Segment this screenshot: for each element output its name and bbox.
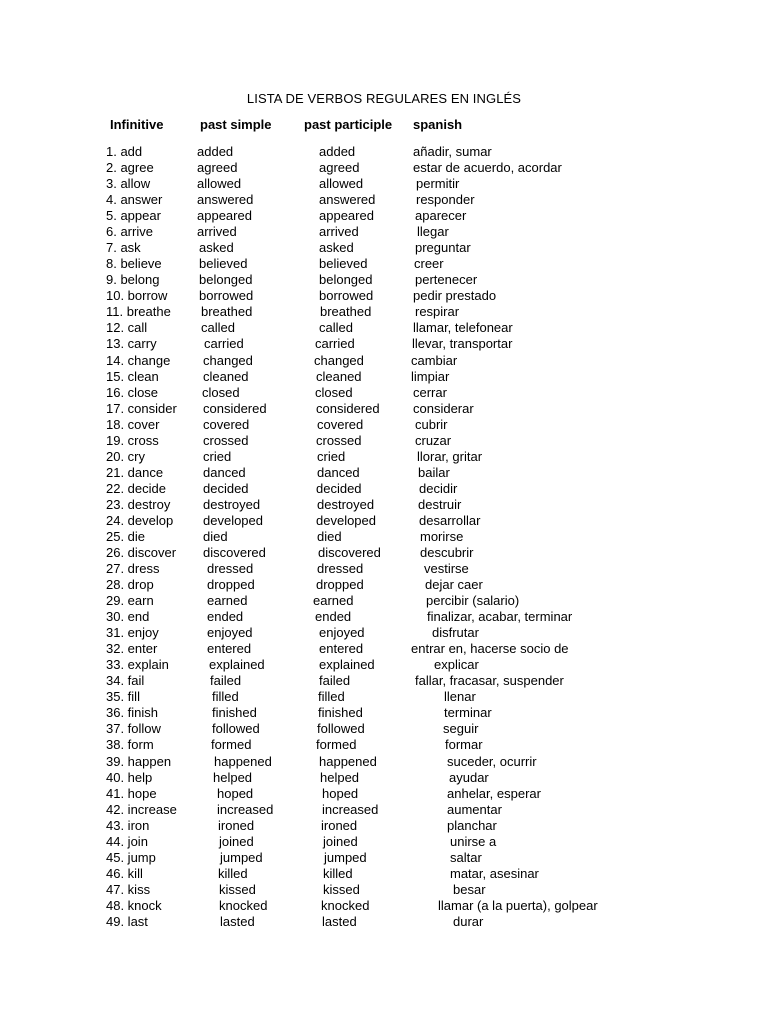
past-simple-cell: formed: [211, 737, 252, 752]
header-infinitive: Infinitive: [110, 117, 164, 132]
spanish-cell: durar: [453, 914, 484, 929]
spanish-cell: destruir: [418, 497, 462, 512]
spanish-cell: terminar: [444, 705, 492, 720]
past-simple-cell: ironed: [218, 818, 255, 833]
past-participle-cell: cleaned: [316, 369, 362, 384]
past-participle-cell: failed: [319, 673, 351, 688]
past-simple-cell: dropped: [207, 577, 255, 592]
spanish-cell: besar: [453, 882, 486, 897]
past-simple-cell: destroyed: [203, 497, 261, 512]
past-participle-cell: happened: [319, 754, 377, 769]
infinitive-cell: 40. help: [106, 770, 153, 785]
past-participle-cell: agreed: [319, 160, 360, 175]
past-simple-cell: dressed: [207, 561, 254, 576]
past-simple-cell: discovered: [203, 545, 266, 560]
spanish-cell: aumentar: [447, 802, 502, 817]
past-simple-cell: allowed: [197, 176, 242, 191]
spanish-cell: anhelar, esperar: [447, 786, 541, 801]
past-participle-cell: asked: [319, 240, 354, 255]
infinitive-cell: 26. discover: [106, 545, 177, 560]
infinitive-cell: 41. hope: [106, 786, 157, 801]
past-participle-cell: ended: [315, 609, 352, 624]
infinitive-cell: 29. earn: [106, 593, 154, 608]
infinitive-cell: 48. knock: [106, 898, 162, 913]
spanish-cell: suceder, ocurrir: [447, 754, 537, 769]
spanish-cell: añadir, sumar: [413, 144, 492, 159]
infinitive-cell: 39. happen: [106, 754, 172, 769]
infinitive-cell: 4. answer: [106, 192, 163, 207]
past-participle-cell: ironed: [321, 818, 358, 833]
infinitive-cell: 11. breathe: [106, 304, 171, 319]
past-simple-cell: covered: [203, 417, 250, 432]
past-participle-cell: closed: [315, 385, 353, 400]
infinitive-cell: 38. form: [106, 737, 154, 752]
past-simple-cell: appeared: [197, 208, 252, 223]
infinitive-cell: 49. last: [106, 914, 148, 929]
spanish-cell: entrar en, hacerse socio de: [411, 641, 569, 656]
infinitive-cell: 44. join: [106, 834, 148, 849]
spanish-cell: estar de acuerdo, acordar: [413, 160, 562, 175]
infinitive-cell: 32. enter: [106, 641, 158, 656]
infinitive-cell: 45. jump: [106, 850, 156, 865]
past-participle-cell: killed: [323, 866, 353, 881]
past-participle-cell: jumped: [324, 850, 367, 865]
past-participle-cell: borrowed: [319, 288, 374, 303]
past-simple-cell: kissed: [219, 882, 256, 897]
past-participle-cell: crossed: [316, 433, 362, 448]
spanish-cell: cubrir: [415, 417, 448, 432]
past-simple-cell: followed: [212, 721, 260, 736]
spanish-cell: desarrollar: [419, 513, 481, 528]
spanish-cell: preguntar: [415, 240, 471, 255]
past-simple-cell: increased: [217, 802, 274, 817]
infinitive-cell: 43. iron: [106, 818, 150, 833]
past-participle-cell: helped: [320, 770, 360, 785]
infinitive-cell: 9. belong: [106, 272, 160, 287]
past-simple-cell: hoped: [217, 786, 254, 801]
past-participle-cell: decided: [316, 481, 362, 496]
infinitive-cell: 16. close: [106, 385, 159, 400]
past-participle-cell: earned: [313, 593, 354, 608]
past-simple-cell: earned: [207, 593, 248, 608]
infinitive-cell: 6. arrive: [106, 224, 153, 239]
past-simple-cell: knocked: [219, 898, 268, 913]
spanish-cell: llevar, transportar: [412, 336, 513, 351]
spanish-cell: seguir: [443, 721, 479, 736]
spanish-cell: considerar: [413, 401, 474, 416]
past-simple-cell: filled: [212, 689, 239, 704]
infinitive-cell: 17. consider: [106, 401, 177, 416]
past-participle-cell: changed: [314, 353, 364, 368]
past-simple-cell: considered: [203, 401, 267, 416]
spanish-cell: responder: [416, 192, 475, 207]
past-simple-cell: danced: [203, 465, 246, 480]
spanish-cell: llenar: [444, 689, 476, 704]
spanish-cell: planchar: [447, 818, 497, 833]
past-participle-cell: breathed: [320, 304, 372, 319]
spanish-cell: llamar (a la puerta), golpear: [438, 898, 598, 913]
past-simple-cell: finished: [212, 705, 257, 720]
past-simple-cell: happened: [214, 754, 272, 769]
past-simple-cell: ended: [207, 609, 244, 624]
spanish-cell: pedir prestado: [413, 288, 497, 303]
past-simple-cell: killed: [218, 866, 248, 881]
spanish-cell: matar, asesinar: [450, 866, 539, 881]
past-participle-cell: formed: [316, 737, 357, 752]
infinitive-cell: 37. follow: [106, 721, 161, 736]
spanish-cell: vestirse: [424, 561, 469, 576]
spanish-cell: disfrutar: [432, 625, 479, 640]
past-simple-cell: joined: [219, 834, 254, 849]
past-simple-cell: belonged: [199, 272, 253, 287]
past-simple-cell: developed: [203, 513, 263, 528]
header-past-simple: past simple: [200, 117, 272, 132]
past-simple-cell: failed: [210, 673, 242, 688]
past-participle-cell: joined: [323, 834, 358, 849]
spanish-cell: permitir: [416, 176, 460, 191]
past-participle-cell: believed: [319, 256, 368, 271]
past-simple-cell: died: [203, 529, 228, 544]
past-simple-cell: borrowed: [199, 288, 254, 303]
past-participle-cell: explained: [319, 657, 375, 672]
past-simple-cell: explained: [209, 657, 265, 672]
infinitive-cell: 5. appear: [106, 208, 161, 223]
infinitive-cell: 42. increase: [106, 802, 177, 817]
past-participle-cell: died: [317, 529, 342, 544]
past-participle-cell: danced: [317, 465, 360, 480]
infinitive-cell: 30. end: [106, 609, 150, 624]
spanish-cell: creer: [414, 256, 444, 271]
past-participle-cell: increased: [322, 802, 379, 817]
past-simple-cell: changed: [203, 353, 253, 368]
past-participle-cell: destroyed: [317, 497, 375, 512]
spanish-cell: dejar caer: [425, 577, 483, 592]
infinitive-cell: 23. destroy: [106, 497, 171, 512]
past-participle-cell: dropped: [316, 577, 364, 592]
infinitive-cell: 27. dress: [106, 561, 160, 576]
spanish-cell: llamar, telefonear: [413, 320, 513, 335]
infinitive-cell: 25. die: [106, 529, 146, 544]
spanish-cell: cambiar: [411, 353, 458, 368]
past-participle-cell: arrived: [319, 224, 359, 239]
past-participle-cell: covered: [317, 417, 364, 432]
infinitive-cell: 8. believe: [106, 256, 162, 271]
infinitive-cell: 24. develop: [106, 513, 174, 528]
past-simple-cell: called: [201, 320, 235, 335]
spanish-cell: fallar, fracasar, suspender: [415, 673, 564, 688]
past-participle-cell: followed: [317, 721, 365, 736]
past-simple-cell: lasted: [220, 914, 255, 929]
header-past-participle: past participle: [304, 117, 393, 132]
past-simple-cell: answered: [197, 192, 254, 207]
spanish-cell: pertenecer: [415, 272, 478, 287]
past-simple-cell: agreed: [197, 160, 238, 175]
spanish-cell: decidir: [419, 481, 458, 496]
past-simple-cell: added: [197, 144, 234, 159]
spanish-cell: limpiar: [411, 369, 450, 384]
spanish-cell: ayudar: [449, 770, 489, 785]
past-simple-cell: cried: [203, 449, 232, 464]
spanish-cell: explicar: [434, 657, 479, 672]
infinitive-cell: 10. borrow: [106, 288, 168, 303]
past-participle-cell: knocked: [321, 898, 370, 913]
spanish-cell: cerrar: [413, 385, 447, 400]
past-simple-cell: closed: [202, 385, 240, 400]
past-simple-cell: carried: [204, 336, 244, 351]
past-simple-cell: entered: [207, 641, 252, 656]
past-simple-cell: crossed: [203, 433, 249, 448]
spanish-cell: llorar, gritar: [417, 449, 483, 464]
past-participle-cell: kissed: [323, 882, 360, 897]
past-participle-cell: called: [319, 320, 353, 335]
header-spanish: spanish: [413, 117, 463, 132]
infinitive-cell: 20. cry: [106, 449, 146, 464]
spanish-cell: cruzar: [415, 433, 452, 448]
past-participle-cell: allowed: [319, 176, 364, 191]
spanish-cell: saltar: [450, 850, 482, 865]
past-participle-cell: discovered: [318, 545, 381, 560]
infinitive-cell: 19. cross: [106, 433, 159, 448]
spanish-cell: formar: [445, 737, 483, 752]
infinitive-cell: 1. add: [106, 144, 143, 159]
infinitive-cell: 47. kiss: [106, 882, 151, 897]
infinitive-cell: 34. fail: [106, 673, 145, 688]
spanish-cell: percibir (salario): [426, 593, 520, 608]
infinitive-cell: 31. enjoy: [106, 625, 159, 640]
past-participle-cell: entered: [319, 641, 364, 656]
infinitive-cell: 18. cover: [106, 417, 160, 432]
document-title: LISTA DE VERBOS REGULARES EN INGLÉS: [246, 91, 522, 106]
past-participle-cell: appeared: [319, 208, 374, 223]
past-participle-cell: enjoyed: [319, 625, 365, 640]
spanish-cell: finalizar, acabar, terminar: [427, 609, 573, 624]
spanish-cell: morirse: [420, 529, 464, 544]
infinitive-cell: 12. call: [106, 320, 148, 335]
past-participle-cell: carried: [315, 336, 355, 351]
infinitive-cell: 13. carry: [106, 336, 157, 351]
past-participle-cell: dressed: [317, 561, 364, 576]
infinitive-cell: 36. finish: [106, 705, 159, 720]
past-simple-cell: helped: [213, 770, 253, 785]
infinitive-cell: 28. drop: [106, 577, 154, 592]
infinitive-cell: 33. explain: [106, 657, 169, 672]
spanish-cell: descubrir: [420, 545, 474, 560]
infinitive-cell: 46. kill: [106, 866, 143, 881]
past-participle-cell: lasted: [322, 914, 357, 929]
infinitive-cell: 15. clean: [106, 369, 159, 384]
infinitive-cell: 7. ask: [106, 240, 141, 255]
past-simple-cell: enjoyed: [207, 625, 253, 640]
past-simple-cell: cleaned: [203, 369, 249, 384]
past-participle-cell: added: [319, 144, 356, 159]
infinitive-cell: 22. decide: [106, 481, 166, 496]
infinitive-cell: 2. agree: [106, 160, 154, 175]
past-simple-cell: arrived: [197, 224, 237, 239]
past-participle-cell: cried: [317, 449, 346, 464]
past-simple-cell: decided: [203, 481, 249, 496]
infinitive-cell: 14. change: [106, 353, 171, 368]
past-participle-cell: finished: [318, 705, 363, 720]
past-participle-cell: answered: [319, 192, 376, 207]
spanish-cell: respirar: [415, 304, 460, 319]
spanish-cell: aparecer: [415, 208, 467, 223]
past-participle-cell: belonged: [319, 272, 373, 287]
infinitive-cell: 35. fill: [106, 689, 140, 704]
past-participle-cell: filled: [318, 689, 345, 704]
past-participle-cell: considered: [316, 401, 380, 416]
infinitive-cell: 21. dance: [106, 465, 164, 480]
infinitive-cell: 3. allow: [106, 176, 151, 191]
spanish-cell: unirse a: [450, 834, 497, 849]
past-participle-cell: developed: [316, 513, 376, 528]
past-simple-cell: asked: [199, 240, 234, 255]
past-simple-cell: jumped: [220, 850, 263, 865]
past-simple-cell: believed: [199, 256, 248, 271]
spanish-cell: llegar: [417, 224, 449, 239]
spanish-cell: bailar: [418, 465, 450, 480]
past-participle-cell: hoped: [322, 786, 359, 801]
past-simple-cell: breathed: [201, 304, 253, 319]
